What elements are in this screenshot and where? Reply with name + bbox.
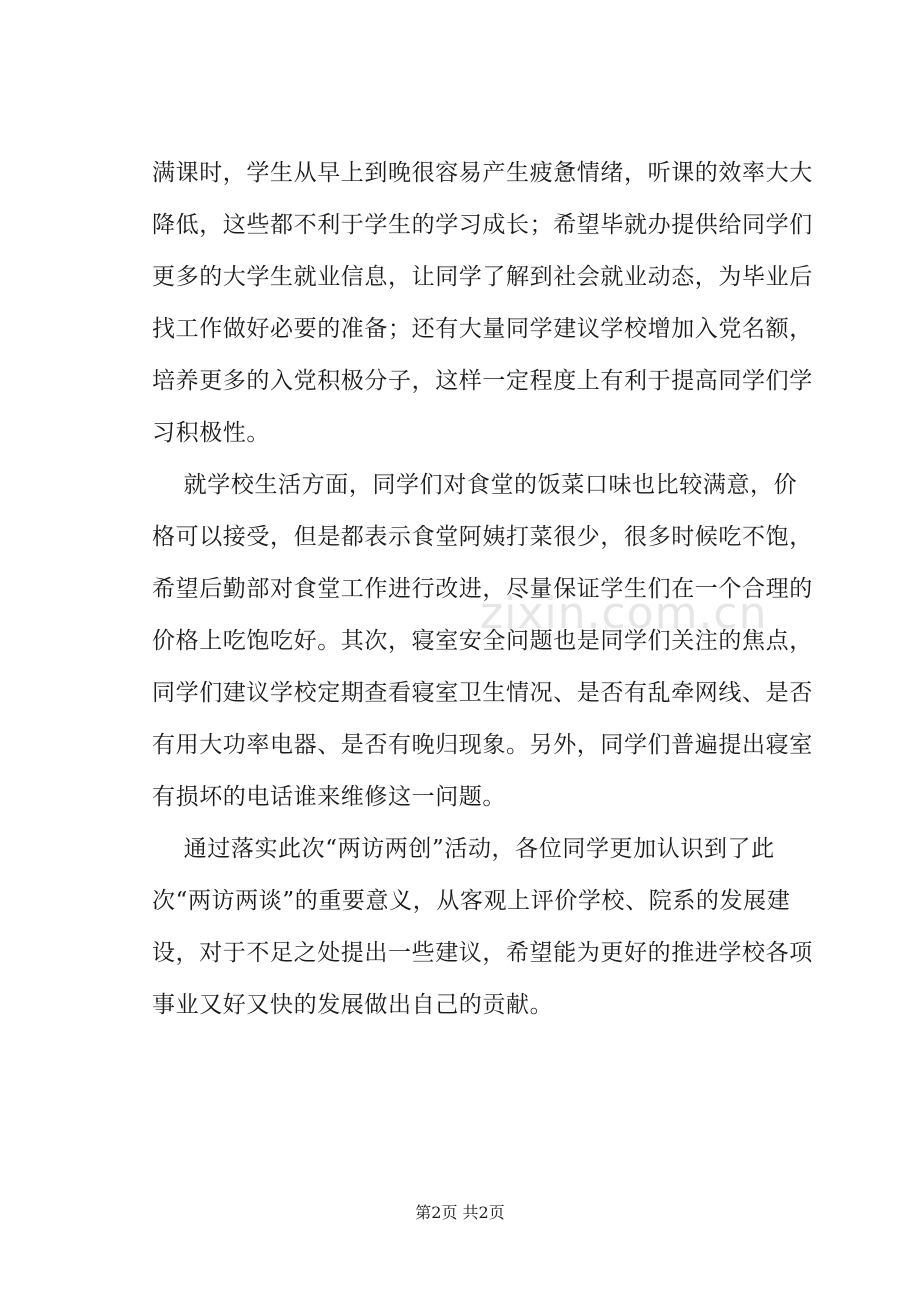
text-line: 更多的大学生就业信息，让同学了解到社会就业动态，为毕业后 bbox=[152, 264, 813, 290]
text-line: 满课时，学生从早上到晚很容易产生疲惫情绪，听课的效率大大 bbox=[152, 160, 813, 186]
text-line: 同学们建议学校定期查看寝室卫生情况、是否有乱牵网线、是否 bbox=[152, 680, 813, 706]
text-line: 就学校生活方面，同学们对食堂的饭菜口味也比较满意，价 bbox=[152, 472, 798, 498]
text-line: 找工作做好必要的准备；还有大量同学建议学校增加入党名额， bbox=[152, 316, 813, 342]
text-line: 有用大功率电器、是否有晚归现象。另外，同学们普遍提出寝室 bbox=[152, 732, 813, 758]
text-line: 有损坏的电话谁来维修这一问题。 bbox=[152, 784, 506, 810]
text-line: 设，对于不足之处提出一些建议，希望能为更好的推进学校各项 bbox=[152, 940, 813, 966]
text-line: 事业又好又快的发展做出自己的贡献。 bbox=[152, 992, 554, 1018]
text-line: 次“两访两谈”的重要意义，从客观上评价学校、院系的发展建 bbox=[152, 888, 791, 914]
watermark: zixin.com.cn bbox=[480, 588, 768, 639]
text-line: 培养更多的入党积极分子，这样一定程度上有利于提高同学们学 bbox=[152, 368, 813, 394]
text-line: 价格上吃饱吃好。其次，寝室安全问题也是同学们关注的焦点， bbox=[152, 628, 813, 654]
text-line: 习积极性。 bbox=[152, 420, 270, 446]
text-line: 降低，这些都不利于学生的学习成长；希望毕就办提供给同学们 bbox=[152, 212, 813, 238]
text-line: 通过落实此次“两访两创”活动，各位同学更加认识到了此 bbox=[152, 836, 775, 862]
text-line: 希望后勤部对食堂工作进行改进，尽量保证学生们在一个合理的 bbox=[152, 576, 813, 602]
text-line: 格可以接受，但是都表示食堂阿姨打菜很少，很多时候吃不饱， bbox=[152, 524, 813, 550]
page-footer: 第2页 共2页 bbox=[415, 1203, 505, 1222]
